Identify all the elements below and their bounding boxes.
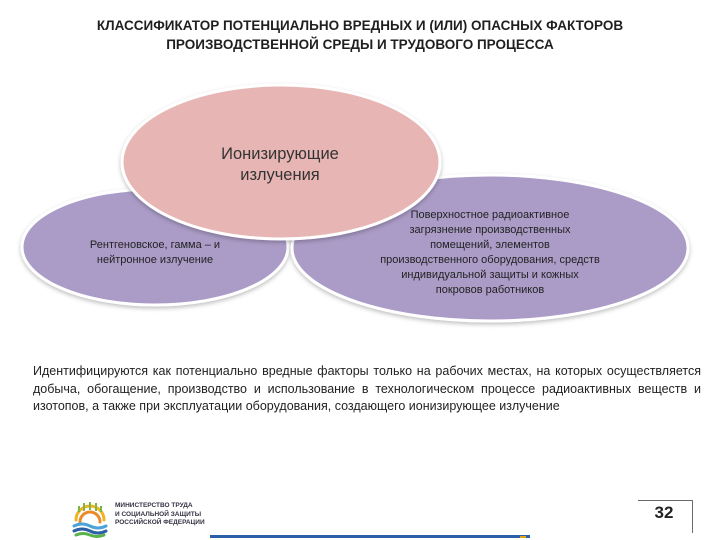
footer-accent (520, 536, 526, 538)
page-number: 32 (654, 503, 674, 522)
left-label-line-1: Рентгеновское, гамма – и (89, 239, 221, 251)
description-paragraph: Идентифицируются как потенциально вредные факторы только на рабочих местах, на которых осуществляется добыча, обогащение, производство и использование в технологическом процессе радиоактивных веществ и изотопов, а также при эксплуатации оборудования, создающего ионизирующее излучение (33, 364, 701, 413)
left-label-line-2: нейтронное излучение (96, 254, 214, 266)
main-label-line-1: Ионизирующие (221, 145, 339, 163)
right-label-line-5: индивидуальной защиты и кожных (401, 269, 579, 281)
ministry-name-line-3: РОССИЙСКОЙ ФЕДЕРАЦИИ (115, 519, 205, 526)
slide-title-line-1: КЛАССИФИКАТОР ПОТЕНЦИАЛЬНО ВРЕДНЫХ И (ИЛИ) ОПАСНЫХ ФАКТОРОВ (96, 18, 624, 33)
xray-gamma-neutron-label (60, 238, 250, 268)
ministry-name (115, 502, 245, 528)
main-label-line-2: излучения (240, 166, 320, 184)
right-label-line-4: производственного оборудования, средств (380, 254, 600, 266)
slide-title-line-2: ПРОИЗВОДСТВЕННОЙ СРЕДЫ И ТРУДОВОГО ПРОЦЕССА (166, 37, 554, 52)
ionizing-radiation-label (160, 144, 400, 186)
right-label-line-1: Поверхностное радиоактивное (410, 209, 570, 221)
footer-divider (210, 535, 530, 538)
right-label-line-2: загрязнение производственных (409, 224, 571, 236)
ministry-name-line-2: И СОЦИАЛЬНОЙ ЗАЩИТЫ (115, 510, 202, 518)
right-label-line-6: покровов работников (435, 284, 545, 296)
ministry-name-line-1: МИНИСТЕРСТВО ТРУДА (115, 502, 193, 509)
surface-contamination-label (340, 208, 640, 298)
right-label-line-3: помещений, элементов (430, 239, 550, 251)
ministry-logo-icon (70, 498, 110, 538)
